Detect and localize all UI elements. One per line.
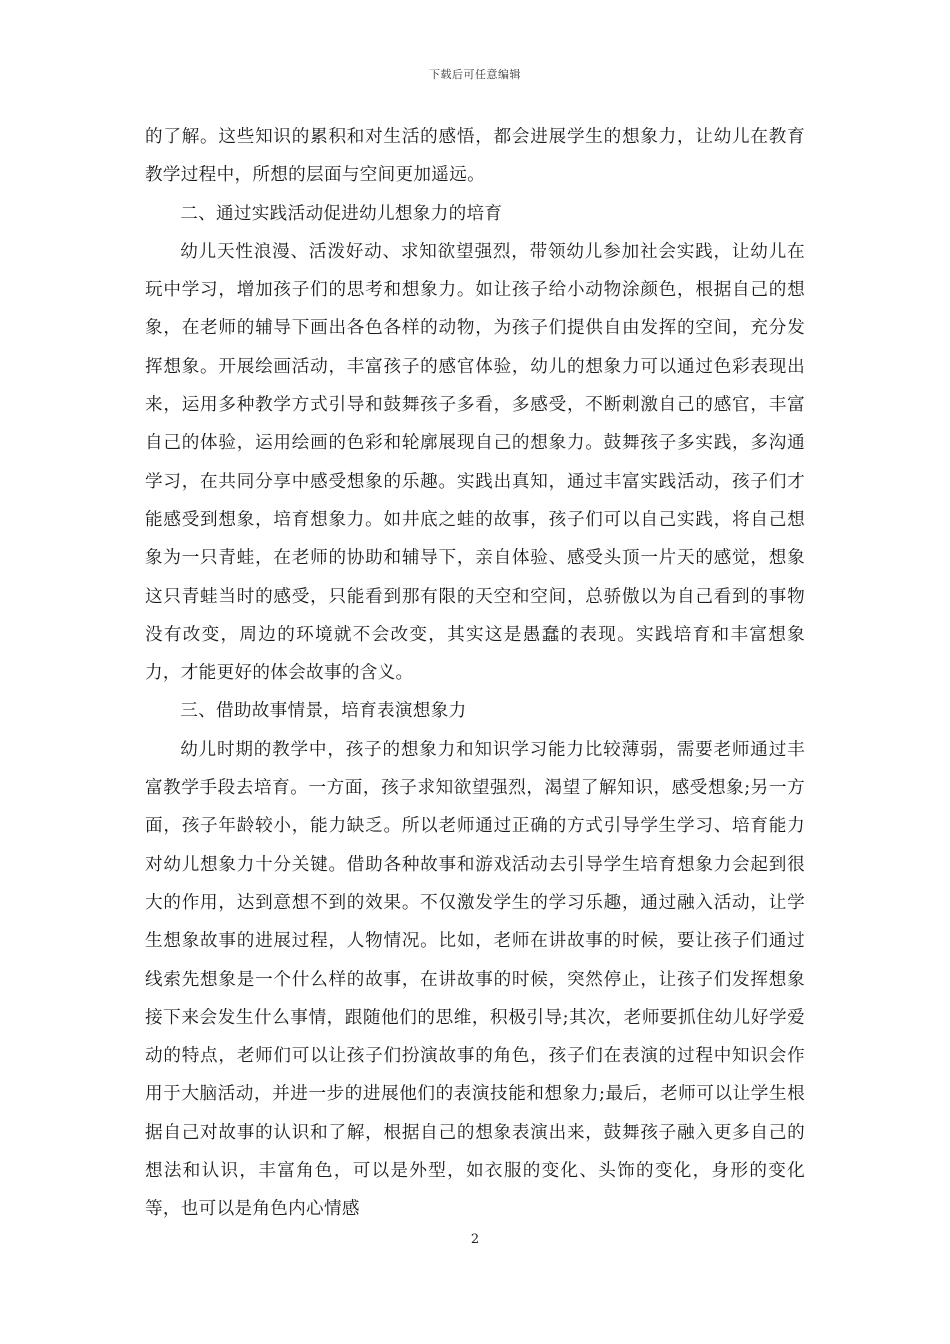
section-heading-3: 三、借助故事情景，培育表演想象力 — [180, 701, 467, 722]
document-body — [145, 118, 805, 1229]
section-heading-2: 二、通过实践活动促进幼儿想象力的培育 — [180, 203, 503, 224]
page-header: 下载后可任意编辑 — [429, 68, 521, 81]
page-number: 2 — [470, 1232, 480, 1247]
paragraph-1: 的了解。这些知识的累积和对生活的感悟，都会进展学生的想象力，让幼儿在教育教学过程中，所想的层面与空间更加遥远。 — [145, 127, 805, 186]
paragraph-2: 幼儿天性浪漫、活泼好动、求知欲望强烈，带领幼儿参加社会实践，让幼儿在玩中学习，增加孩子们的思考和想象力。如让孩子给小动物涂颜色，根据自己的想象，在老师的辅导下画出各色各样的动物，为孩子们提供自由发挥的空间，充分发挥想象。开展绘画活动，丰富孩子的感官体验，幼儿的想象力可以通过色彩表现出来，运用多种教学方式引导和鼓舞孩子多看，多感受，不断刺激自己的感官，丰富自己的体验，运用绘画的色彩和轮廓展现自己的想象力。鼓舞孩子多实践，多沟通学习，在共同分享中感受想象的乐趣。实践出真知，通过丰富实践活动，孩子们才能感受到想象，培育想象力。如井底之蛙的故事，孩子们可以自己实践，将自己想象为一只青蛙，在老师的协助和辅导下，亲自体验、感受头顶一片天的感觉，想象这只青蛙当时的感受，只能看到那有限的天空和空间，总骄傲以为自己看到的事物没有改变，周边的环境就不会改变，其实这是愚蠢的表现。实践培育和丰富想象力，才能更好的体会故事的含义。 — [145, 241, 805, 684]
paragraph-3: 幼儿时期的教学中，孩子的想象力和知识学习能力比较薄弱，需要老师通过丰富教学手段去培育。一方面，孩子求知欲望强烈，渴望了解知识，感受想象;另一方面，孩子年龄较小，能力缺乏。所以老师通过正确的方式引导学生学习、培育能力对幼儿想象力十分关键。借助各种故事和游戏活动去引导学生培育想象力会起到很大的作用，达到意想不到的效果。不仅激发学生的学习乐趣，通过融入活动，让学生想象故事的进展过程，人物情况。比如，老师在讲故事的时候，要让孩子们通过线索先想象是一个什么样的故事，在讲故事的时候，突然停止，让孩子们发挥想象接下来会发生什么事情，跟随他们的思维，积极引导;其次，老师要抓住幼儿好学爱动的特点，老师们可以让孩子们扮演故事的角色，孩子们在表演的过程中知识会作用于大脑活动，并进一步的进展他们的表演技能和想象力;最后，老师可以让学生根据自己对故事的认识和了解，根据自己的想象表演出来，鼓舞孩子融入更多自己的想法和认识，丰富角色，可以是外型，如衣服的变化、头饰的变化，身形的变化等，也可以是角色内心情感 — [145, 739, 805, 1220]
